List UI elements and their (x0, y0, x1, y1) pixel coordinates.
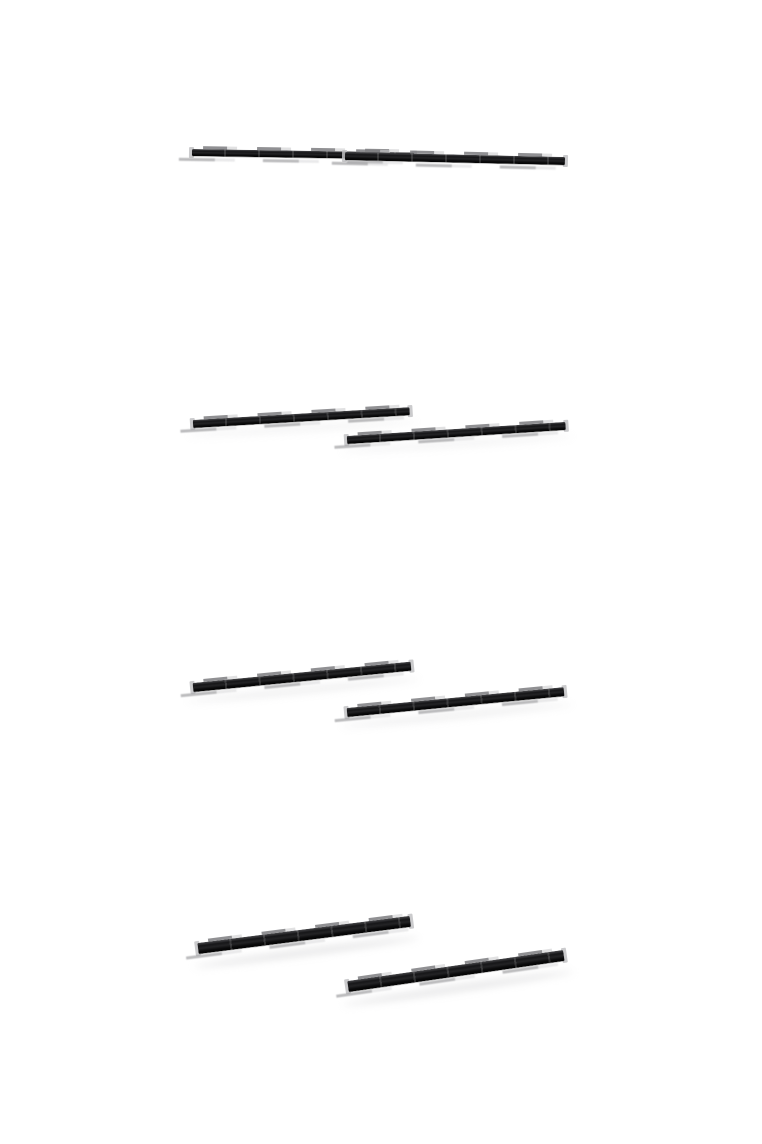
rail-body (345, 152, 565, 165)
rail-bottom-reflection (336, 961, 569, 998)
rail-endcap-left (342, 150, 347, 162)
rail-bottom-reflection (179, 157, 419, 164)
rail-endcap-right (412, 150, 417, 161)
rail-bar (345, 152, 565, 165)
rail-bottom-reflection (186, 927, 416, 959)
rail-bar (347, 422, 566, 444)
rail-drop-shadow (341, 433, 573, 454)
rail-top-reflection (357, 419, 563, 435)
rail-endcap-left (343, 706, 349, 719)
rail-bar (192, 149, 414, 159)
rail-top-reflection (357, 684, 561, 706)
rail-top-reflection (203, 659, 408, 682)
rail-endcap-left (189, 147, 194, 158)
rail-bar (347, 687, 565, 716)
rail-top-reflection (208, 913, 408, 941)
rail-drop-shadow (187, 418, 417, 438)
rail-body (347, 422, 566, 444)
rail-endcap-right (407, 913, 414, 928)
rail-bottom-reflection (335, 696, 570, 722)
rail-endcap-right (563, 155, 568, 167)
rail-endcap-right (407, 405, 413, 417)
rail-endcap-right (561, 947, 568, 962)
rail-endcap-left (344, 979, 351, 994)
rail-endcap-left (189, 681, 195, 694)
rail-endcap-left (194, 941, 201, 956)
rail-bottom-reflection (180, 671, 416, 697)
rail-endcap-right (563, 420, 569, 432)
rail-bar (347, 950, 564, 991)
rail-body (193, 661, 412, 691)
rail-drop-shadow (187, 675, 419, 704)
rail-endcap-left (344, 434, 350, 446)
rail-top-reflection (358, 947, 561, 979)
rail-top-reflection (203, 405, 407, 420)
rail-bar (197, 916, 411, 954)
rail-body (193, 407, 410, 427)
rail-endcap-left (190, 418, 196, 430)
rail-bottom-reflection (332, 161, 570, 169)
rail-body (347, 950, 564, 991)
rail-bar (193, 407, 410, 427)
rail-endcap-right (408, 659, 414, 672)
rail-drop-shadow (193, 934, 419, 969)
rail-endcap-right (561, 685, 567, 698)
rail-top-reflection (203, 146, 412, 152)
rail-bottom-reflection (180, 416, 414, 433)
rail-body (197, 916, 411, 954)
rail-top-reflection (356, 149, 563, 156)
rail-body (192, 149, 414, 159)
rail-bottom-reflection (334, 431, 570, 449)
rail-drop-shadow (344, 968, 574, 1007)
rail-body (347, 687, 565, 716)
rail-drop-shadow (341, 701, 572, 729)
rail-bar (193, 661, 412, 691)
